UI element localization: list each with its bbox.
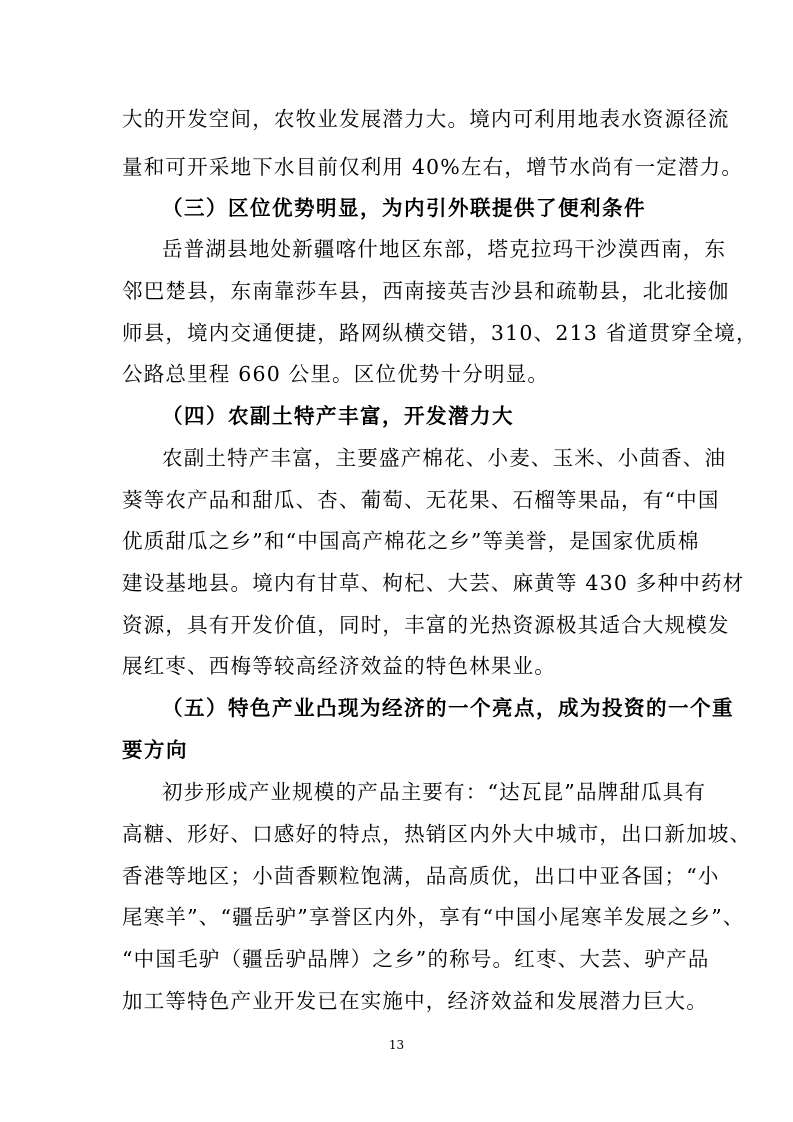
- page-number: 13: [388, 1038, 405, 1052]
- paragraph-line: 建设基地县。境内有甘草、枸杞、大芸、麻黄等 430 多种中药材: [122, 571, 745, 595]
- paragraph-line: 尾寒羊”、“疆岳驴”享誉区内外，享有“中国小尾寒羊发展之乡”、: [122, 905, 745, 929]
- paragraph-line: 量和可开采地下水目前仅利用 40%左右，增节水尚有一定潜力。: [122, 155, 744, 179]
- paragraph-line: 葵等农产品和甜瓜、杏、葡萄、无花果、石榴等果品，有“中国: [122, 488, 720, 512]
- section-heading-4: （四）农副土特产丰富，开发潜力大: [162, 404, 514, 428]
- paragraph-line: 初步形成产业规模的产品主要有：“达瓦昆”品牌甜瓜具有: [162, 780, 707, 804]
- paragraph-line: “中国毛驴（疆岳驴品牌）之乡”的称号。红枣、大芸、驴产品: [122, 947, 710, 971]
- paragraph-line: 资源，具有开发价值，同时，丰富的光热资源极其适合大规模发: [122, 613, 730, 637]
- section-heading-5: （五）特色产业凸现为经济的一个亮点，成为投资的一个重: [162, 696, 734, 720]
- paragraph-line: 加工等特色产业开发已在实施中，经济效益和发展潜力巨大。: [122, 989, 708, 1013]
- paragraph-line: 师县，境内交通便捷，路网纵横交错，310、213 省道贯穿全境，: [122, 321, 758, 345]
- paragraph-line: 展红枣、西梅等较高经济效益的特色林果业。: [122, 654, 556, 678]
- paragraph-line: 岳普湖县地处新疆喀什地区东部，塔克拉玛干沙漠西南，东: [162, 237, 727, 261]
- paragraph-line: 高糖、形好、口感好的特点，热销区内外大中城市，出口新加坡、: [122, 822, 752, 846]
- paragraph-line: 大的开发空间，农牧业发展潜力大。境内可利用地表水资源径流: [122, 107, 730, 131]
- paragraph-line: 邻巴楚县，东南靠莎车县，西南接英吉沙县和疏勒县，北北接伽: [122, 279, 730, 303]
- paragraph-line: 公路总里程 660 公里。区位优势十分明显。: [122, 362, 550, 386]
- section-heading-3: （三）区位优势明显，为内引外联提供了便利条件: [162, 196, 646, 220]
- paragraph-line: 农副土特产丰富，主要盛产棉花、小麦、玉米、小茴香、油: [162, 446, 727, 470]
- section-heading-5-continued: 要方向: [122, 738, 188, 762]
- paragraph-line: 香港等地区；小茴香颗粒饱满，品高质优，出口中亚各国；“小: [122, 864, 720, 888]
- paragraph-line: 优质甜瓜之乡”和“中国高产棉花之乡”等美誉，是国家优质棉: [122, 529, 700, 553]
